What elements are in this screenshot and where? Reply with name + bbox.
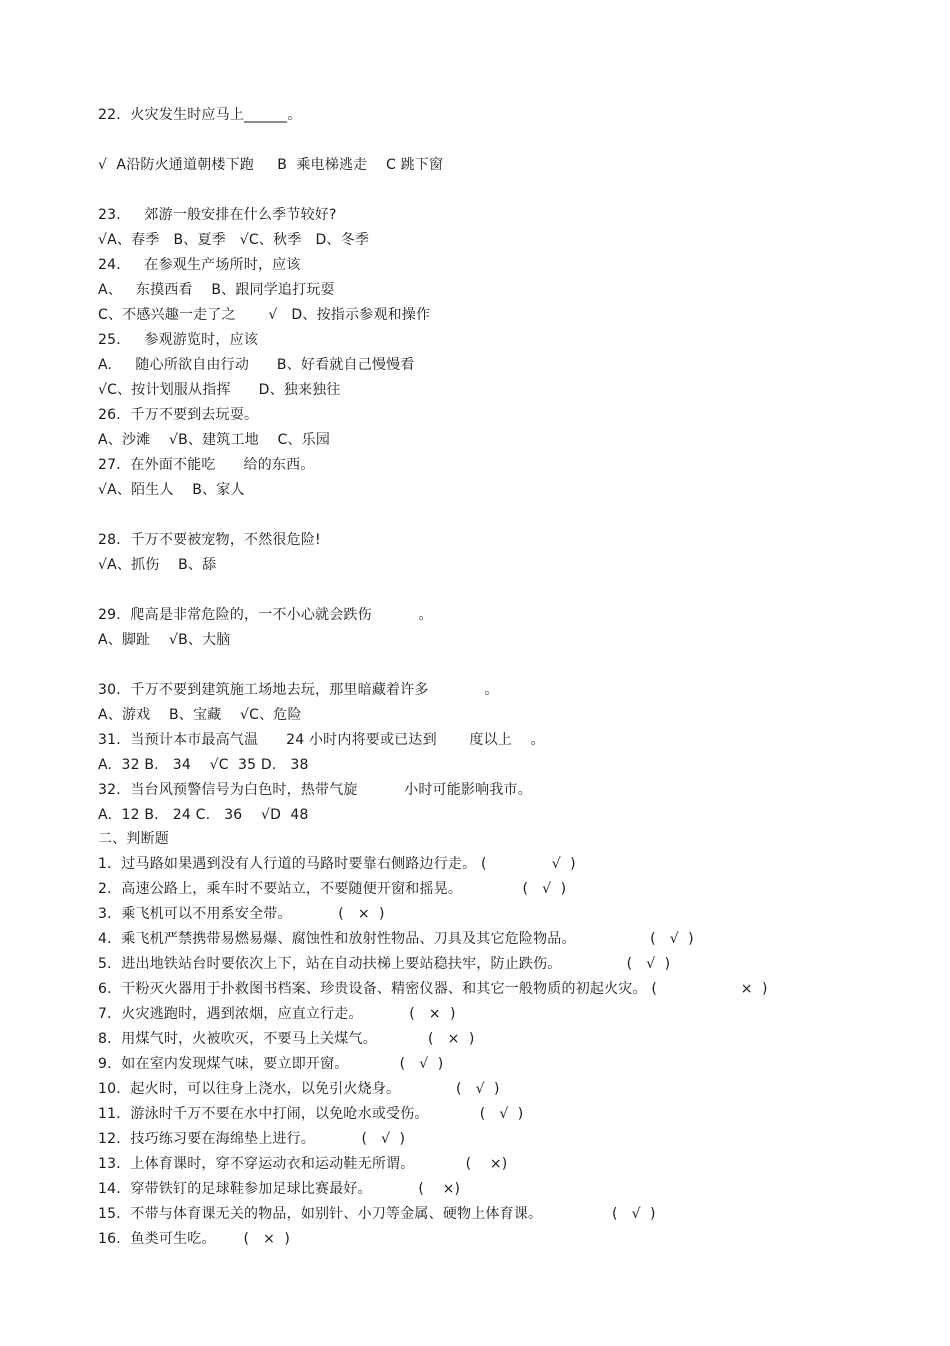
judgment-item: 16．鱼类可生吃。 ( × )	[98, 1231, 291, 1247]
question-25-options-b: √C、按计划服从指挥 D、独来独往	[98, 382, 341, 398]
question-29: 29．爬高是非常危险的，一不小心就会跌伤 。	[98, 607, 433, 623]
judgment-item: 7．火灾逃跑时，遇到浓烟，应直立行走。 ( × )	[98, 1006, 456, 1022]
judgment-item: 12．技巧练习要在海绵垫上进行。 ( √ )	[98, 1131, 406, 1147]
judgment-item: 2．高速公路上，乘车时不要站立，不要随便开窗和摇晃。 ( √ )	[98, 881, 567, 897]
question-30: 30．千万不要到建筑施工场地去玩，那里暗藏着许多 。	[98, 682, 499, 698]
judgment-item: 14．穿带铁钉的足球鞋参加足球比赛最好。 ( ×)	[98, 1181, 461, 1197]
question-26: 26．千万不要到去玩耍。	[98, 407, 259, 423]
judgment-item: 4．乘飞机严禁携带易燃易爆、腐蚀性和放射性物品、刀具及其它危险物品。 ( √ )	[98, 931, 694, 947]
judgment-item: 13．上体育课时，穿不穿运动衣和运动鞋无所谓。 ( ×)	[98, 1156, 508, 1172]
question-25: 25． 参观游览时，应该	[98, 332, 258, 348]
question-31-options: A. 32 B. 34 √C 35 D. 38	[98, 757, 309, 773]
question-23-options: √A、春季 B、夏季 √C、秋季 D、冬季	[98, 232, 370, 248]
question-28: 28．千万不要被宠物，不然很危险!	[98, 532, 321, 548]
question-32: 32．当台风预警信号为白色时，热带气旋 小时可能影响我市。	[98, 782, 532, 798]
question-31: 31．当预计本市最高气温 24 小时内将要或已达到 度以上 。	[98, 732, 545, 748]
question-24-options-b: C、不感兴趣一走了之 √ D、按指示参观和操作	[98, 307, 431, 323]
question-22-options: √ A沿防火通道朝楼下跑 B 乘电梯逃走 C 跳下窗	[98, 157, 444, 173]
question-28-options: √A、抓伤 B、舔	[98, 557, 217, 573]
question-22: 22．火灾发生时应马上______。	[98, 107, 302, 123]
judgment-item: 1．过马路如果遇到没有人行道的马路时要靠右侧路边行走。 ( √ )	[98, 856, 576, 872]
question-24-options-a: A、 东摸西看 B、跟同学追打玩耍	[98, 282, 335, 298]
judgment-item: 5．进出地铁站台时要依次上下，站在自动扶梯上要站稳扶牢，防止跌伤。 ( √ )	[98, 956, 671, 972]
section-title: 二、判断题	[98, 831, 169, 847]
question-24: 24． 在参观生产场所时，应该	[98, 257, 301, 273]
question-32-options: A. 12 B. 24 C. 36 √D 48	[98, 807, 309, 823]
judgment-item: 11．游泳时千万不要在水中打闹，以免呛水或受伤。 ( √ )	[98, 1106, 524, 1122]
judgment-item: 3．乘飞机可以不用系安全带。 ( × )	[98, 906, 385, 922]
judgment-item: 9．如在室内发现煤气味，要立即开窗。 ( √ )	[98, 1056, 444, 1072]
question-26-options: A、沙滩 √B、建筑工地 C、乐园	[98, 432, 331, 448]
question-29-options: A、脚趾 √B、大脑	[98, 632, 231, 648]
judgment-item: 15．不带与体育课无关的物品，如别针、小刀等金属、硬物上体育课。 ( √ )	[98, 1206, 656, 1222]
question-27-options: √A、陌生人 B、家人	[98, 482, 245, 498]
question-25-options-a: A. 随心所欲自由行动 B、好看就自己慢慢看	[98, 357, 415, 373]
judgment-item: 8．用煤气时，火被吹灭，不要马上关煤气。 ( × )	[98, 1031, 475, 1047]
question-23: 23． 郊游一般安排在什么季节较好?	[98, 207, 337, 223]
judgment-item: 6．干粉灭火器用于扑救图书档案、珍贵设备、精密仪器、和其它一般物质的初起火灾。 ( × )	[98, 981, 768, 997]
judgment-item: 10．起火时，可以往身上浇水，以免引火烧身。 ( √ )	[98, 1081, 500, 1097]
question-27: 27．在外面不能吃 给的东西。	[98, 457, 315, 473]
question-30-options: A、游戏 B、宝藏 √C、危险	[98, 707, 302, 723]
